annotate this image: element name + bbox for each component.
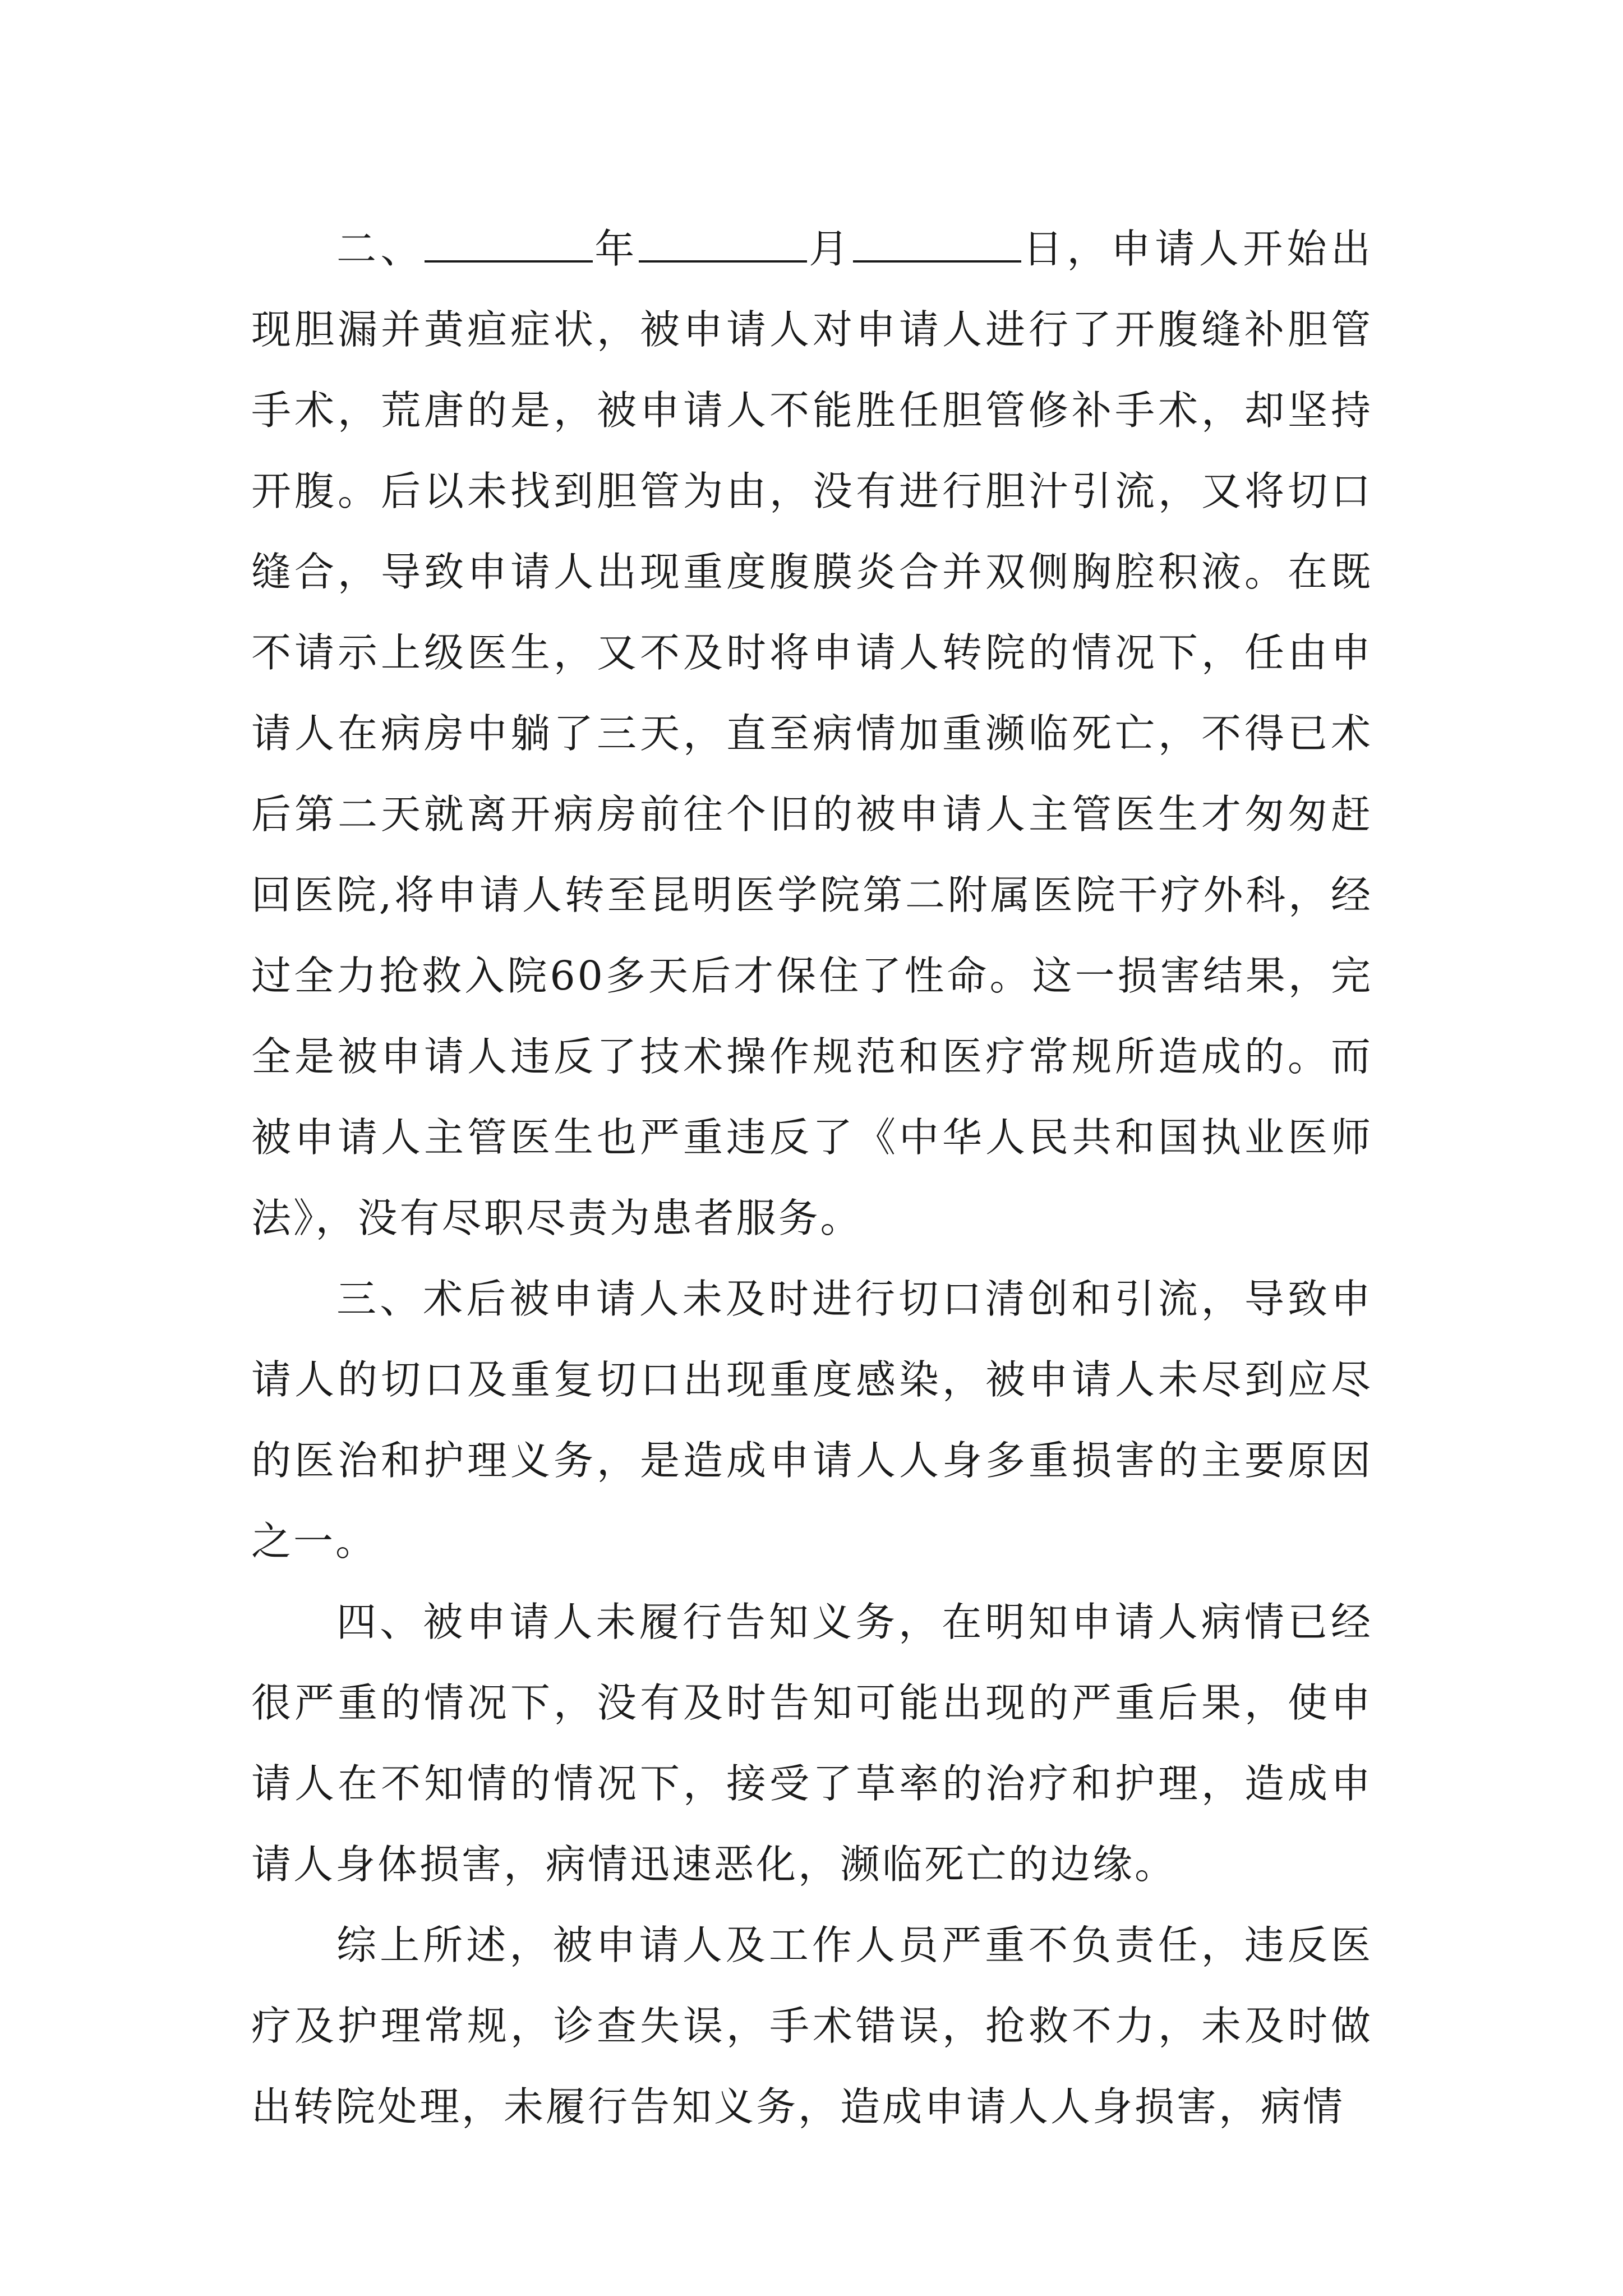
month-label: 月: [806, 226, 853, 272]
paragraph-2-prefix: 二、: [336, 226, 425, 272]
document-body: [251, 209, 1373, 2147]
paragraph-2: [251, 209, 1373, 1259]
year-label: 年: [592, 226, 639, 272]
paragraph-3: 三、术后被申请人未及时进行切口清创和引流，导致申请人的切口及重复切口出现重度感染，被申请人未尽到应尽的医治和护理义务，是造成申请人人身多重损害的主要原因之一。: [251, 1276, 1373, 1565]
day-blank: [853, 227, 1021, 263]
paragraph-5: 综上所述，被申请人及工作人员严重不负责任，违反医疗及护理常规，诊查失误，手术错误，抢救不力，未及时做出转院处理，未履行告知义务，造成申请人人身损害，病情: [251, 1922, 1373, 2130]
paragraph-4: 四、被申请人未履行告知义务，在明知申请人病情已经很严重的情况下，没有及时告知可能出现的严重后果，使申请人在不知情的情况下，接受了草率的治疗和护理，造成申请人身体损害，病情迅速恶化，濒临死亡的边缘。: [251, 1599, 1373, 1888]
month-blank: [639, 227, 807, 263]
year-blank: [425, 227, 593, 263]
paragraph-2-body: 日，申请人开始出现胆漏并黄疸症状，被申请人对申请人进行了开腹缝补胆管手术，荒唐的是，被申请人不能胜任胆管修补手术，却坚持开腹。后以未找到胆管为由，没有进行胆汁引流，又将切口缝合，导致申请人出现重度腹膜炎合并双侧胸腔积液。在既不请示上级医生，又不及时将申请人转院的情况下，任由申请人在病房中躺了三天，直至病情加重濒临死亡，不得已术后第二天就离开病房前往个旧的被申请人主管医生才匆匆赶回医院,将申请人转至昆明医学院第二附属医院干疗外科，经过全力抢救入院60多天后才保住了性命。这一损害结果，完全是被申请人违反了技术操作规范和医疗常规所造成的。而被申请人主管医生也严重违反了《中华人民共和国执业医师法》，没有尽职尽责为患者服务。: [251, 226, 1373, 1241]
